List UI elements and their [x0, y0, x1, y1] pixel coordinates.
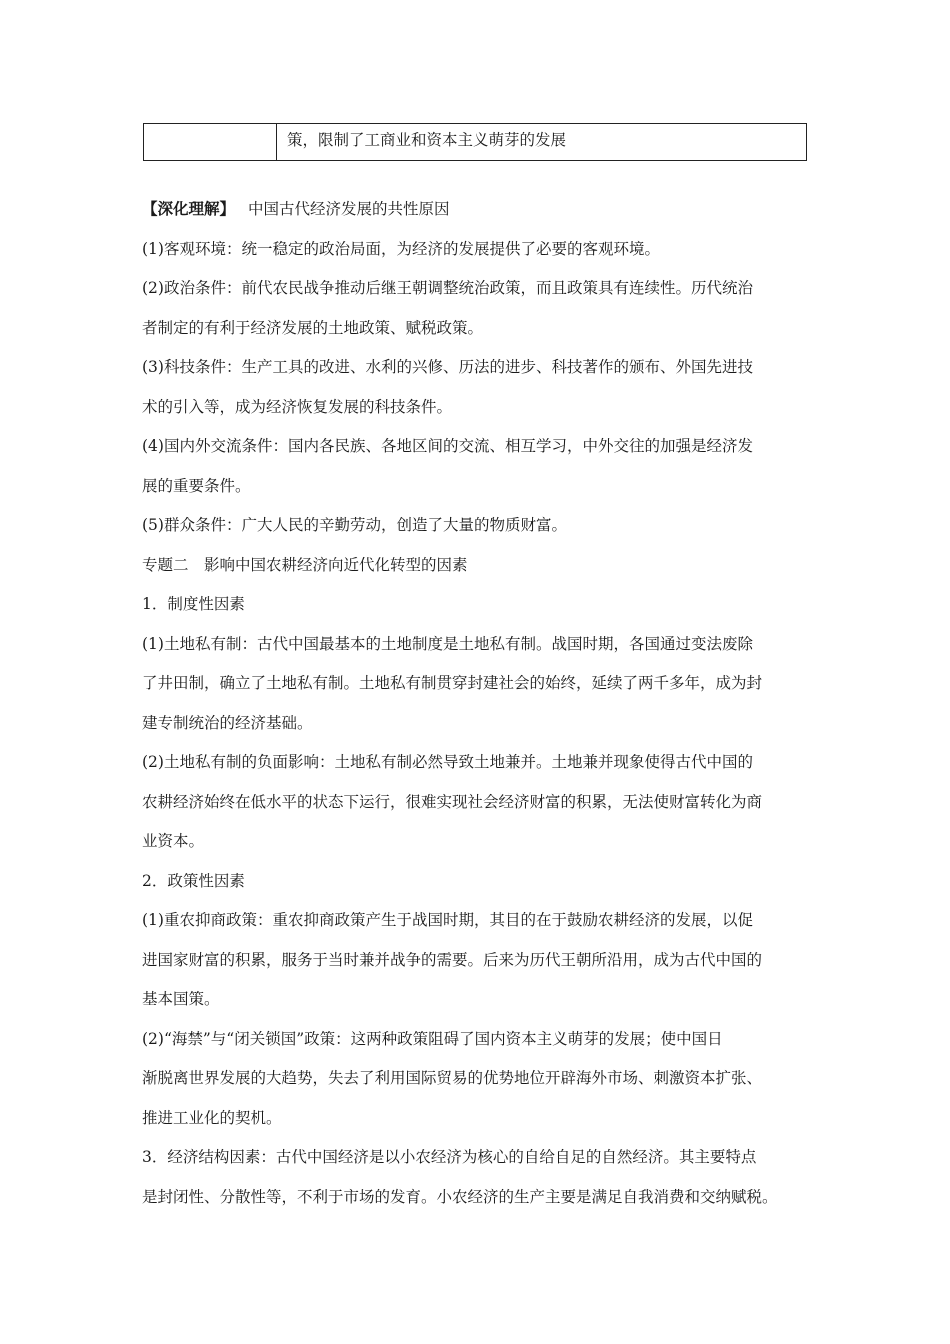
text-line: 3．经济结构因素：古代中国经济是以小农经济为核心的自给自足的自然经济。其主要特点 — [142, 1148, 757, 1166]
text-line: 基本国策。 — [142, 990, 220, 1008]
text-line: 推进工业化的契机。 — [142, 1108, 282, 1127]
section-heading: 专题二 影响中国农耕经济向近代化转型的因素 — [142, 555, 468, 574]
text-line: 渐脱离世界发展的大趋势，失去了利用国际贸易的优势地位开辟海外市场、刺激资本扩张、 — [142, 1069, 763, 1087]
text-line: 建专制统治的经济基础。 — [142, 713, 313, 732]
text-line: 了井田制，确立了土地私有制。土地私有制贯穿封建社会的始终，延续了两千多年，成为封 — [142, 674, 763, 692]
body-text — [142, 196, 818, 1223]
text-line: (5)群众条件：广大人民的辛勤劳动，创造了大量的物质财富。 — [142, 516, 567, 534]
text-line: 业资本。 — [142, 832, 205, 850]
text-line: (3)科技条件：生产工具的改进、水利的兴修、历法的进步、科技著作的颁布、外国先进技 — [142, 358, 753, 376]
text-line: (2)“海禁”与“闭关锁国”政策：这两种政策阻碍了国内资本主义萌芽的发展；使中国日 — [142, 1029, 723, 1048]
table-fragment — [143, 123, 807, 161]
text-line: 展的重要条件。 — [142, 476, 251, 495]
text-line: (1)客观环境：统一稳定的政治局面，为经济的发展提供了必要的客观环境。 — [142, 239, 660, 258]
text-line: 术的引入等，成为经济恢复发展的科技条件。 — [142, 397, 453, 416]
deepen-heading — [142, 196, 818, 236]
deepen-label: 【深化理解】 — [142, 199, 236, 218]
text-line: (1)重农抑商政策：重农抑商政策产生于战国时期，其目的在于鼓励农耕经济的发展，以促 — [142, 911, 753, 929]
text-line: (1)土地私有制：古代中国最基本的土地制度是土地私有制。战国时期，各国通过变法废除 — [142, 634, 753, 653]
table-cell-empty — [144, 124, 277, 160]
text-line: (2)政治条件：前代农民战争推动后继王朝调整统治政策，而且政策具有连续性。历代统治 — [142, 279, 753, 297]
deepen-title: 中国古代经济发展的共性原因 — [247, 200, 450, 218]
text-line: 者制定的有利于经济发展的土地政策、赋税政策。 — [142, 318, 484, 337]
text-line: 是封闭性、分散性等，不利于市场的发育。小农经济的生产主要是满足自我消费和交纳赋税。 — [142, 1187, 778, 1206]
text-line: (2)土地私有制的负面影响：土地私有制必然导致土地兼并。土地兼并现象使得古代中国的 — [142, 753, 753, 771]
text-line: 农耕经济始终在低水平的状态下运行，很难实现社会经济财富的积累，无法使财富转化为商 — [142, 792, 763, 811]
text-line: (4)国内外交流条件：国内各民族、各地区间的交流、相互学习，中外交往的加强是经济发 — [142, 437, 753, 455]
subsection-heading: 1．制度性因素 — [142, 595, 245, 613]
table-cell-text: 策，限制了工商业和资本主义萌芽的发展 — [287, 131, 567, 149]
subsection-heading: 2．政策性因素 — [142, 871, 245, 890]
text-line: 进国家财富的积累，服务于当时兼并战争的需要。后来为历代王朝所沿用，成为古代中国的 — [142, 950, 763, 969]
